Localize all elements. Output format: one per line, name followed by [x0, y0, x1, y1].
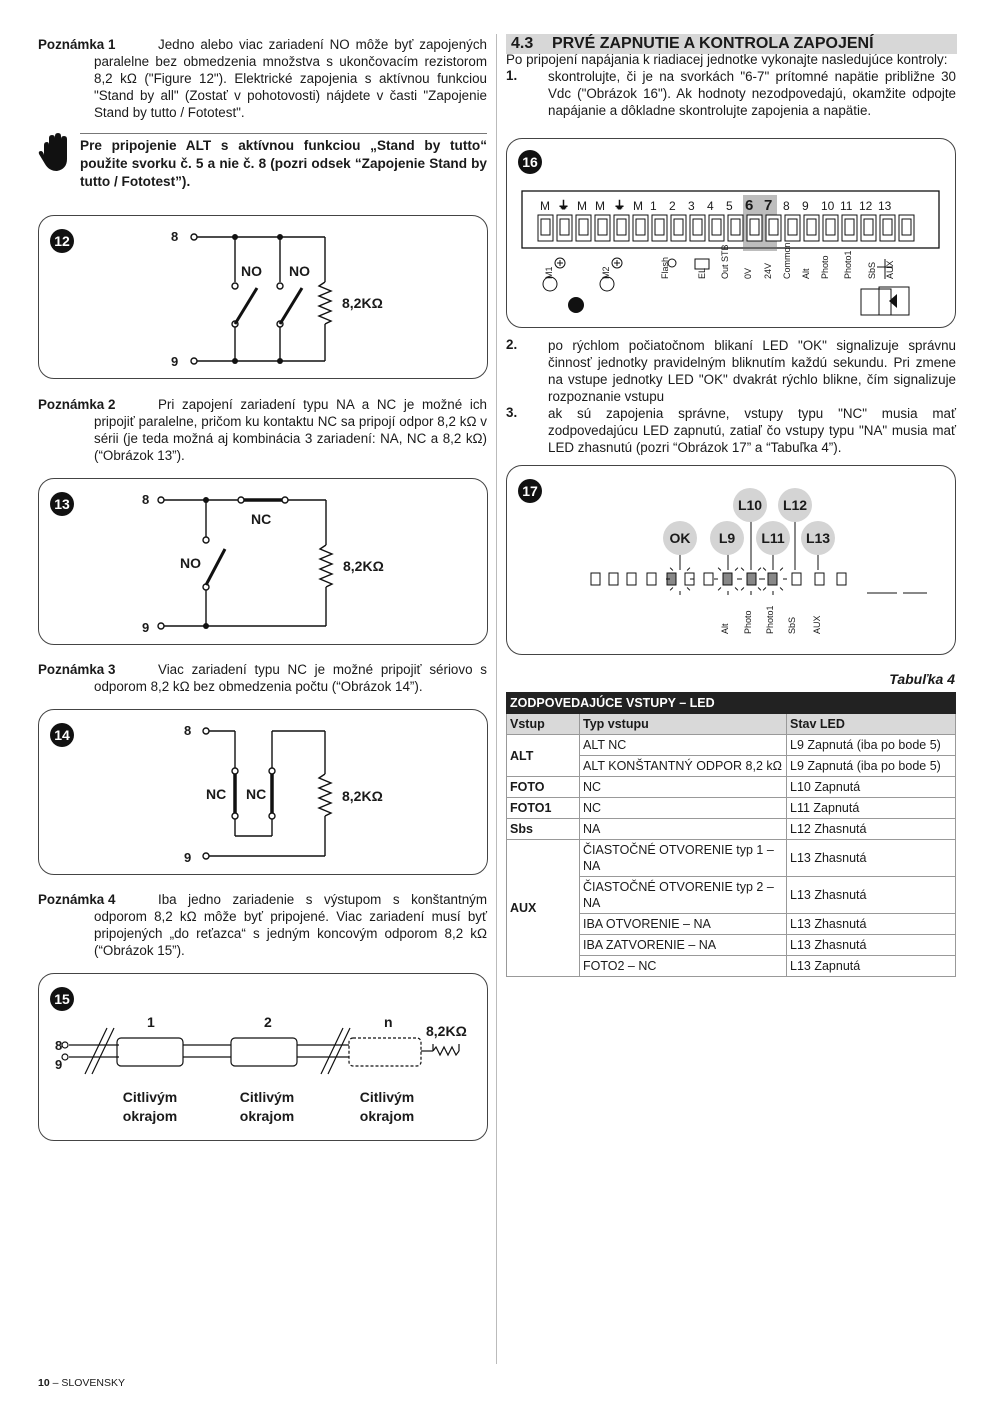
page-footer: [38, 1377, 125, 1389]
fig14-nc2: NC: [246, 786, 267, 802]
figure-12-badge: 12: [50, 229, 74, 253]
fig15-edge2-a: Citlivým: [239, 1089, 295, 1105]
table-title: ZODPOVEDAJÚCE VSTUPY – LED: [507, 693, 956, 714]
terminal-label: 4: [707, 199, 714, 213]
led-label-bubble: L10: [733, 488, 767, 522]
board-label: 0V: [743, 267, 753, 279]
figure-17: [506, 465, 956, 655]
terminal-label: 3: [688, 199, 695, 213]
warning-text: Pre pripojenie ALT s aktívnou funkciou „Stand by tutto“ použite svorku č. 5 a nie č. 8 (pozri odsek “Zapojenie Stand by tutto / Fototest”).: [80, 138, 487, 189]
table-row: ČIASTOČNÉ OTVORENIE typ 2 – NA L13 Zhasnutá: [507, 877, 956, 914]
figure-16: [506, 138, 956, 328]
terminal-label: 8: [783, 199, 790, 213]
terminal-label: 5: [726, 199, 733, 213]
fig15-edge3-a: Citlivým: [359, 1089, 415, 1105]
note-2-label: Poznámka 2: [38, 397, 116, 412]
board-label: Common: [782, 242, 792, 279]
table-row: IBA ZATVORENIE – NA L13 Zhasnutá: [507, 935, 956, 956]
led-indicator: [723, 573, 732, 585]
terminal-label: 7: [764, 197, 773, 214]
step-3-text: ak sú zapojenia správne, vstupy typu "NC" musia mať zodpovedajúcu LED zapnutú, zatiaľ čo vstupy typu "NA" musia mať LED zhasnutú (pozri “Obrázok 17” a “Tabuľka 4”).: [548, 406, 956, 455]
figure-12-diagram: [39, 216, 487, 378]
section-number: 4.3: [511, 35, 534, 52]
footer-language: – SLOVENSKY: [52, 1377, 125, 1389]
figure-12: [38, 215, 488, 379]
board-label: M1: [544, 266, 554, 279]
terminal-label: 2: [669, 199, 676, 213]
board-label: SbS: [867, 261, 877, 279]
led-label-bubble: OK: [663, 521, 697, 555]
terminal-label: 9: [802, 199, 809, 213]
fig15-d1: 1: [147, 1014, 155, 1030]
table-row: IBA OTVORENIE – NA L13 Zhasnutá: [507, 914, 956, 935]
terminal-label: 1: [650, 199, 657, 213]
note-2: [38, 396, 487, 464]
col-stav: Stav LED: [787, 714, 956, 735]
step-3-number: 3.: [506, 405, 518, 420]
led-input-label: Alt: [720, 623, 730, 634]
svg-text:⏚: ⏚: [558, 200, 569, 212]
note-2-text: Pri zapojení zariadení typu NA a NC je možné ich pripojiť paralelne, pričom ku kontaktu NC sa pripojí odpor 8,2 kΩ v sérii (je teda možná aj kombinácia 3 zariadení: NA, NC a 8,2 kΩ) (“Obrázok 13”).: [94, 397, 487, 463]
table-row: FOTO NC L10 Zapnutá: [507, 777, 956, 798]
board-label: Photo1: [843, 250, 853, 279]
table-row: Sbs NA L12 Zhasnutá: [507, 819, 956, 840]
fig13-nc: NC: [251, 511, 272, 527]
fig15-res: 8,2KΩ: [426, 1023, 467, 1039]
section-title: PRVÉ ZAPNUTIE A KONTROLA ZAPOJENÍ: [552, 35, 874, 52]
col-vstup: Vstup: [507, 714, 580, 735]
terminal-label: M: [577, 199, 587, 213]
note-1-text: Jedno alebo viac zariadení NO môže byť zapojených paralelne bez obmedzenia množstva s ukončovacím rezistorom 8,2 kΩ ("Figure 12"). Elektrické zapojenia s aktívnou funkciou "Stand by all" (Zostať v pohotovosti) nájdete v časti "Zapojenie Stand by tutto / Fototest".: [94, 37, 487, 120]
column-divider: [496, 34, 497, 1364]
fig14-t8: 8: [184, 723, 192, 738]
fig12-res: 8,2KΩ: [342, 295, 383, 311]
table-row: FOTO2 – NC L13 Zapnutá: [507, 956, 956, 977]
figure-16-badge: 16: [518, 150, 542, 174]
step-1-number: 1.: [506, 68, 518, 83]
led-indicator: [837, 573, 846, 585]
led-input-label: SbS: [787, 616, 797, 634]
figure-13-badge: 13: [50, 492, 74, 516]
table-row: FOTO1 NC L11 Zapnutá: [507, 798, 956, 819]
note-3: [38, 661, 487, 695]
table-row: ALT ALT NC L9 Zapnutá (iba po bode 5): [507, 735, 956, 756]
table-caption: Tabuľka 4: [889, 671, 955, 687]
led-label-bubble: L12: [778, 488, 812, 522]
fig15-edge3-b: okrajom: [359, 1108, 415, 1124]
terminal-label: 10: [821, 199, 835, 213]
figure-15-badge: 15: [50, 987, 74, 1011]
led-indicator: [768, 573, 777, 585]
svg-text:⏚: ⏚: [614, 200, 625, 212]
fig14-nc1: NC: [206, 786, 227, 802]
led-indicator: [792, 573, 801, 585]
step-2-number: 2.: [506, 337, 518, 352]
terminal-label: M: [540, 199, 550, 213]
fig13-t8: 8: [142, 492, 150, 507]
hand-stop-icon: [38, 133, 74, 173]
page-number: 10: [38, 1377, 50, 1389]
led-label-bubble: L11: [756, 521, 790, 555]
fig15-edge1-b: okrajom: [122, 1108, 178, 1124]
figure-15: [38, 973, 488, 1141]
note-4-text: Iba jedno zariadenie s výstupom s konštantným odporom 8,2 kΩ môže byť pripojené. Viac zariadení musí byť pripojených „do reťazca“ s jedným koncovým odporom 8,2 kΩ (“Obrázok 15”).: [94, 892, 487, 958]
fig14-res: 8,2KΩ: [342, 788, 383, 804]
step-2-text: po rýchlom počiatočnom blikaní LED "OK" signalizuje správnu činnosť jednotky pravidelným bliknutím každú sekundu. Pri zmene na vstupe jednotky LED "OK" dvakrát rýchlo blikne, čím signalizuje rozpoznanie vstupu: [548, 338, 956, 404]
figure-16-board: [507, 139, 955, 327]
step-1-text: skontrolujte, či je na svorkách "6-7" prítomné napätie približne 30 Vdc ("Obrázok 16"). Ak hodnoty nezodpovedajú, okamžite odpojte napájanie a dôkladne skontrolujte zapojenia a napätie.: [548, 69, 956, 118]
note-3-text: Viac zariadení typu NC je možné pripojiť sériovo s odporom 8,2 kΩ bez obmedzenia počtu (“Obrázok 14”).: [94, 662, 487, 694]
terminal-label: M: [633, 199, 643, 213]
fig15-edge2-b: okrajom: [239, 1108, 295, 1124]
section-intro: Po pripojení napájania k riadiacej jednotke vykonajte nasledujúce kontroly:: [506, 52, 948, 67]
fig13-no: NO: [180, 555, 201, 571]
note-4: [38, 891, 487, 959]
board-label: Flash: [660, 256, 670, 279]
led-indicator: [704, 573, 713, 585]
terminal-label: 6: [745, 197, 754, 214]
led-input-label: Photo: [743, 610, 753, 634]
board-label: Photo: [820, 255, 830, 279]
led-indicator: [747, 573, 756, 585]
fig15-t8: 8: [55, 1038, 63, 1053]
note-3-label: Poznámka 3: [38, 662, 116, 677]
terminal-label: M: [595, 199, 605, 213]
led-indicator: [591, 573, 600, 585]
terminal-label: 12: [859, 199, 873, 213]
board-label: 24V: [763, 262, 773, 279]
fig12-t9: 9: [171, 354, 179, 369]
figure-13: [38, 478, 488, 645]
fig12-no1: NO: [241, 263, 262, 279]
fig13-res: 8,2KΩ: [343, 558, 384, 574]
led-indicator: [647, 573, 656, 585]
figure-17-badge: 17: [518, 479, 542, 503]
led-label-bubble: L13: [801, 521, 835, 555]
led-indicator: [815, 573, 824, 585]
table-4: [506, 692, 956, 977]
board-label: Alt: [801, 268, 811, 279]
figure-17-leds: [507, 466, 955, 654]
fig14-t9: 9: [184, 850, 192, 865]
figure-14-badge: 14: [50, 723, 74, 747]
fig15-t9: 9: [55, 1057, 63, 1072]
led-indicator: [627, 573, 636, 585]
note-1-label: Poznámka 1: [38, 37, 116, 52]
fig15-d2: 2: [264, 1014, 272, 1030]
board-label: Out STB: [720, 244, 730, 279]
terminal-label: 11: [840, 199, 853, 213]
note-1: [38, 36, 487, 121]
fig15-edge1-a: Citlivým: [122, 1089, 178, 1105]
fig13-t9: 9: [142, 620, 150, 635]
terminal-label: 13: [878, 199, 892, 213]
figure-13-diagram: [39, 479, 487, 644]
fig12-t8: 8: [171, 229, 179, 244]
fig15-dn: n: [384, 1014, 393, 1030]
board-label: AUX: [885, 260, 895, 279]
figure-14: [38, 709, 488, 875]
fig12-no2: NO: [289, 263, 310, 279]
note-4-label: Poznámka 4: [38, 892, 116, 907]
led-indicator: [609, 573, 618, 585]
led-input-label: AUX: [812, 615, 822, 634]
table-row: ALT KONŠTANTNÝ ODPOR 8,2 kΩ L9 Zapnutá (iba po bode 5): [507, 756, 956, 777]
board-label: EL: [697, 267, 707, 279]
col-typ: Typ vstupu: [580, 714, 787, 735]
board-label: M2: [601, 266, 611, 279]
table-row: AUX ČIASTOČNÉ OTVORENIE typ 1 – NA L13 Zhasnutá: [507, 840, 956, 877]
led-input-label: Photo1: [765, 605, 775, 634]
led-label-bubble: L9: [710, 521, 744, 555]
